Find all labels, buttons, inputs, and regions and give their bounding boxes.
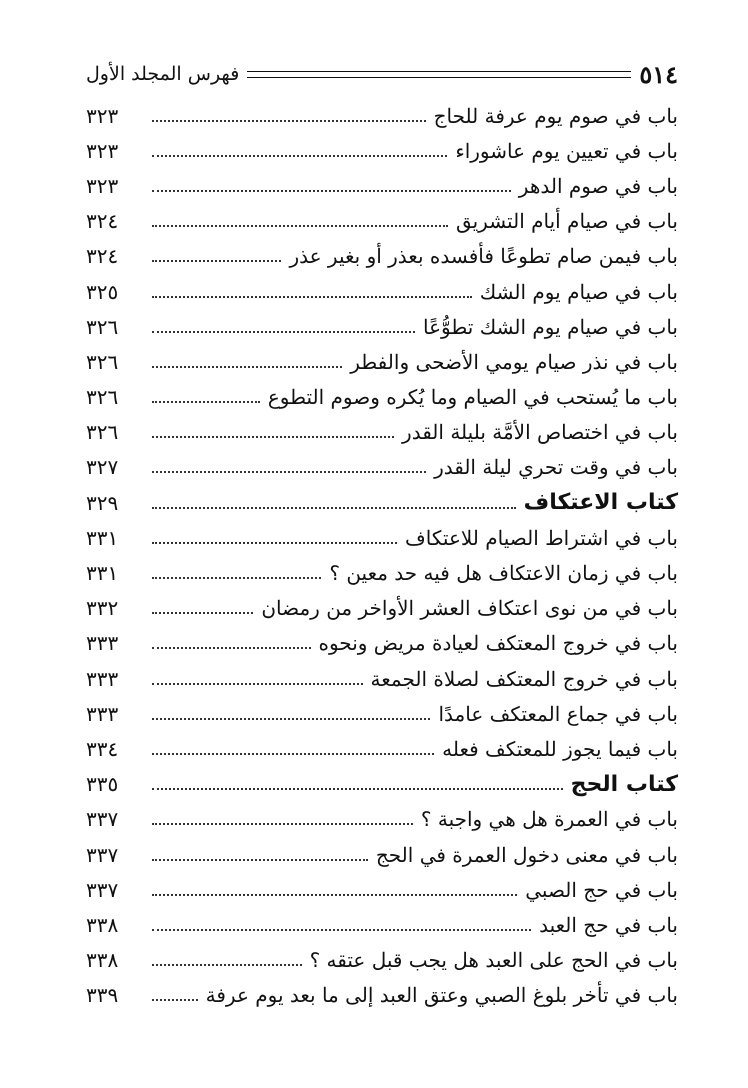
entry-page: ٣٢٣ [86, 138, 119, 163]
toc-entry [86, 133, 678, 168]
entry-title: باب فيما يجوز للمعتكف فعله [442, 736, 678, 761]
entry-title: باب في خروج المعتكف لصلاة الجمعة [370, 666, 678, 691]
dot-leader [152, 260, 281, 262]
entry-page: ٣٣٧ [86, 877, 119, 902]
toc-entry [86, 731, 678, 766]
toc-entry [86, 943, 678, 978]
dot-leader [152, 964, 302, 966]
toc-entry [86, 204, 678, 239]
entry-title: باب في تعيين يوم عاشوراء [455, 138, 678, 163]
entry-title: باب في خروج المعتكف لعيادة مريض ونحوه [318, 631, 678, 656]
dot-leader [152, 296, 472, 298]
header-title: فهرس المجلد الأول [86, 63, 240, 85]
dot-leader [152, 507, 516, 509]
header-rule [247, 71, 631, 78]
dot-leader [152, 718, 430, 720]
entry-title: باب في تأخر بلوغ الصبي وعتق العبد إلى ما بعد يوم عرفة [205, 983, 678, 1008]
dot-leader [152, 436, 394, 438]
dot-leader [152, 859, 368, 861]
toc-entry [86, 837, 678, 872]
dot-leader [152, 823, 413, 825]
entry-page: ٣٣٥ [86, 772, 119, 797]
entry-title: باب ما يُستحب في الصيام وما يُكره وصوم التطوع [267, 385, 678, 410]
book-title: كتاب الحج [570, 771, 678, 797]
toc-entry [86, 591, 678, 626]
entry-title: باب فيمن صام تطوعًا فأفسده بعذر أو بغير عذر [289, 244, 678, 269]
page-number: ٥١٤ [639, 59, 678, 89]
entry-title: باب في حج العبد [539, 912, 678, 937]
entry-title: باب في زمان الاعتكاف هل فيه حد معين ؟ [329, 561, 678, 586]
toc-entry [86, 450, 678, 485]
toc-entry [86, 274, 678, 309]
toc-book-heading [86, 767, 678, 802]
book-title: كتاب الاعتكاف [523, 490, 678, 516]
entry-title: باب في معنى دخول العمرة في الحج [375, 842, 678, 867]
dot-leader [152, 542, 397, 544]
entry-page: ٣٢٣ [86, 173, 119, 198]
entry-page: ٣٢٩ [86, 490, 119, 515]
toc-entry [86, 978, 678, 1013]
toc-entry [86, 239, 678, 274]
toc-entry [86, 661, 678, 696]
toc-entry [86, 907, 678, 942]
dot-leader [152, 999, 198, 1001]
dot-leader [152, 753, 434, 755]
dot-leader [152, 788, 563, 790]
dot-leader [152, 647, 311, 649]
entry-title: باب في نذر صيام يومي الأضحى والفطر [350, 349, 678, 374]
entry-title: باب في وقت تحري ليلة القدر [434, 455, 678, 480]
entry-page: ٣٢٤ [86, 209, 119, 234]
entry-page: ٣٢٦ [86, 349, 119, 374]
dot-leader [152, 401, 260, 403]
toc-entry [86, 415, 678, 450]
dot-leader [152, 929, 531, 931]
dot-leader [152, 894, 517, 896]
dot-leader [152, 471, 426, 473]
entry-page: ٣٣٧ [86, 807, 119, 832]
entry-title: باب في جماع المعتكف عامدًا [438, 701, 678, 726]
entry-title: باب في حج الصبي [525, 877, 678, 902]
entry-page: ٣٣١ [86, 561, 119, 586]
entry-page: ٣٣٣ [86, 701, 119, 726]
running-header [86, 58, 678, 90]
dot-leader [152, 683, 363, 685]
entry-title: باب في اختصاص الأمَّة بليلة القدر [402, 420, 678, 445]
toc-entry [86, 696, 678, 731]
toc-entry [86, 98, 678, 133]
entry-page: ٣٣٣ [86, 631, 119, 656]
toc-entry [86, 555, 678, 590]
entry-page: ٣٣٢ [86, 596, 119, 621]
toc-entry [86, 802, 678, 837]
entry-title: باب في اشتراط الصيام للاعتكاف [405, 525, 678, 550]
toc-entry [86, 380, 678, 415]
entry-page: ٣٣١ [86, 525, 119, 550]
entry-page: ٣٣٣ [86, 666, 119, 691]
toc-book-heading [86, 485, 678, 520]
entry-page: ٣٣٩ [86, 983, 119, 1008]
dot-leader [152, 225, 448, 227]
entry-title: باب في صوم يوم عرفة للحاج [433, 103, 678, 128]
entry-page: ٣٢٣ [86, 103, 119, 128]
entry-title: باب في صوم الدهر [518, 173, 678, 198]
dot-leader [152, 120, 426, 122]
dot-leader [152, 577, 321, 579]
entry-title: باب في صيام يوم الشك تطوُّعًا [423, 314, 678, 339]
entry-title: باب في صيام أيام التشريق [455, 209, 678, 234]
table-of-contents [86, 98, 678, 1013]
dot-leader [152, 155, 447, 157]
entry-page: ٣٢٦ [86, 385, 119, 410]
entry-page: ٣٢٧ [86, 455, 119, 480]
entry-page: ٣٢٥ [86, 279, 119, 304]
entry-page: ٣٢٤ [86, 244, 119, 269]
entry-page: ٣٣٤ [86, 736, 119, 761]
toc-entry [86, 520, 678, 555]
dot-leader [152, 331, 415, 333]
entry-page: ٣٣٧ [86, 842, 119, 867]
toc-entry [86, 626, 678, 661]
entry-title: باب في من نوى اعتكاف العشر الأواخر من رمضان [261, 596, 678, 621]
entry-page: ٣٣٨ [86, 912, 119, 937]
entry-title: باب في العمرة هل هي واجبة ؟ [420, 807, 678, 832]
entry-page: ٣٣٨ [86, 948, 119, 973]
toc-entry [86, 168, 678, 203]
dot-leader [152, 190, 511, 192]
entry-title: باب في صيام يوم الشك [479, 279, 678, 304]
dot-leader [152, 366, 342, 368]
toc-entry [86, 309, 678, 344]
entry-page: ٣٢٦ [86, 314, 119, 339]
toc-entry [86, 344, 678, 379]
toc-entry [86, 872, 678, 907]
entry-page: ٣٢٦ [86, 420, 119, 445]
entry-title: باب في الحج على العبد هل يجب قبل عتقه ؟ [309, 948, 678, 973]
dot-leader [152, 612, 253, 614]
